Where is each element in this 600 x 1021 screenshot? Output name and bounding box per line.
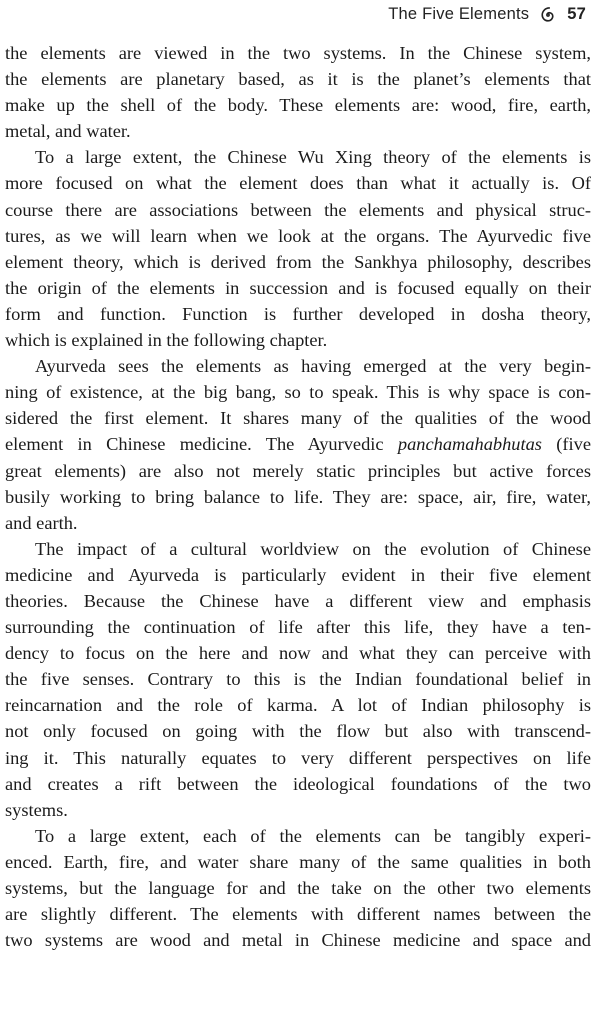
- text-line: dency to focus on the here and now and what they can perceive with: [5, 643, 591, 664]
- italic-term: panchamahabhutas: [397, 434, 542, 455]
- text-segment: (five: [541, 434, 591, 455]
- text-line: Ayurveda sees the elements as having emerged at the very begin-: [35, 356, 591, 377]
- text-line: systems, but the language for and the take on the other two elements: [5, 878, 591, 898]
- text-line: element theory, which is derived from the Sankhya philosophy, describes: [5, 251, 591, 272]
- text-line: tures, as we will learn when we look at the organs. The Ayurvedic five: [5, 225, 591, 246]
- page-number: 57: [567, 5, 586, 23]
- text-line: two systems are wood and metal in Chinese medicine and space and: [5, 930, 591, 951]
- text-line: and creates a rift between the ideological foundations of the two: [5, 773, 591, 794]
- text-line: ning of existence, at the big bang, so to speak. This is why space is con-: [5, 382, 591, 403]
- text-line: the elements are viewed in the two systems. In the Chinese system,: [5, 43, 591, 63]
- chapter-title: The Five Elements: [388, 5, 530, 23]
- text-line: more focused on what the element does than what it actually is. Of: [5, 173, 591, 194]
- text-line: To a large extent, the Chinese Wu Xing theory of the elements is: [35, 147, 591, 168]
- text-line: busily working to bring balance to life. They are: space, air, fire, water,: [5, 486, 591, 507]
- text-line: sidered the first element. It shares many of the qualities of the wood: [5, 408, 591, 429]
- text-line: and earth.: [5, 512, 78, 533]
- body-text: [5, 40, 591, 953]
- text-line: The impact of a cultural worldview on the evolution of Chinese: [35, 538, 591, 559]
- paragraph: [5, 144, 591, 353]
- text-line: the five senses. Contrary to this is the Indian foundational belief in: [5, 669, 591, 690]
- paragraph: [5, 823, 591, 953]
- text-line: theories. Because the Chinese have a different view and emphasis: [5, 590, 591, 611]
- text-line: ing it. This naturally equates to very different perspectives on life: [5, 747, 591, 768]
- text-line-with-italic: [5, 431, 591, 457]
- text-line: reincarnation and the role of karma. A lot of Indian philosophy is: [5, 695, 591, 716]
- text-line: systems.: [5, 799, 68, 820]
- text-line: enced. Earth, fire, and water share many of the same qualities in both: [5, 851, 591, 872]
- text-line: form and function. Function is further developed in dosha theory,: [5, 303, 591, 324]
- text-line: the elements are planetary based, as it is the planet’s elements that: [5, 69, 591, 90]
- text-line: make up the shell of the body. These elements are: wood, fire, earth,: [5, 95, 591, 116]
- text-line: surrounding the continuation of life after this life, they have a ten-: [5, 617, 591, 638]
- paragraph: [5, 353, 591, 536]
- text-line: the origin of the elements in succession and is focused equally on their: [5, 277, 591, 298]
- text-line: great elements) are also not merely static principles but active forces: [5, 460, 591, 481]
- text-line: medicine and Ayurveda is particularly evident in their five element: [5, 564, 591, 585]
- text-line: course there are associations between the elements and physical struc-: [5, 199, 591, 220]
- text-segment: element in Chinese medicine. The Ayurvedic: [5, 434, 398, 455]
- spiral-icon: [539, 6, 557, 24]
- text-line: not only focused on going with the flow but also with transcend-: [5, 721, 591, 742]
- paragraph: [5, 40, 591, 144]
- text-line: To a large extent, each of the elements can be tangibly experi-: [35, 825, 591, 846]
- text-line: are slightly different. The elements with different names between the: [5, 904, 591, 925]
- text-line: which is explained in the following chapter.: [5, 330, 328, 351]
- text-line: metal, and water.: [5, 121, 131, 142]
- paragraph: [5, 536, 591, 823]
- running-header: [388, 5, 586, 24]
